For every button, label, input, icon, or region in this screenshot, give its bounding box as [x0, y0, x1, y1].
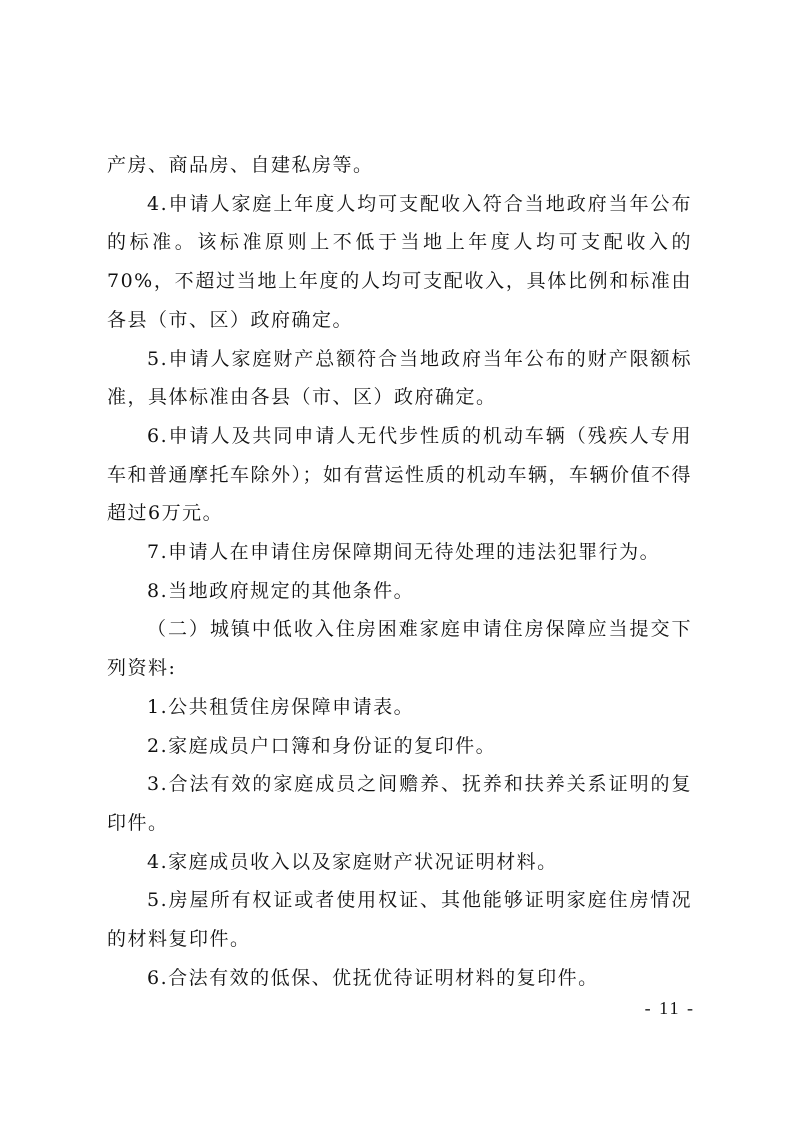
paragraph-continuation: 产房、商品房、自建私房等。 — [107, 154, 374, 176]
paragraph-material-1: 1.公共租赁住房保障申请表。 — [147, 695, 415, 718]
paragraph-item-5-assets: 5.申请人家庭财产总额符合当地政府当年公布的财产限额标准，具体标准由各县（市、区）政府确定。 — [107, 347, 692, 409]
paragraph-material-3: 3.合法有效的家庭成员之间赡养、抚养和扶养关系证明的复印件。 — [107, 773, 692, 834]
paragraph-material-6: 6.合法有效的低保、优抚优待证明材料的复印件。 — [147, 966, 599, 989]
paragraph-item-7-record: 7.申请人在申请住房保障期间无待处理的违法犯罪行为。 — [147, 541, 661, 564]
page-number: - 11 - — [644, 998, 695, 1018]
paragraph-item-8-other: 8.当地政府规定的其他条件。 — [147, 579, 415, 602]
paragraph-item-6-vehicles: 6.申请人及共同申请人无代步性质的机动车辆（残疾人专用车和普通摩托车除外）；如有营运性质的机动车辆，车辆价值不得超过6万元。 — [107, 424, 693, 525]
paragraph-item-4-income: 4.申请人家庭上年度人均可支配收入符合当地政府当年公布的标准。该标准原则上不低于当地上年度人均可支配收入的70%，不超过当地上年度的人均可支配收入，具体比例和标准由各县（市、区）政府确定。 — [107, 192, 692, 331]
paragraph-material-2: 2.家庭成员户口簿和身份证的复印件。 — [147, 734, 497, 757]
section-heading-materials: （二）城镇中低收入住房困难家庭申请住房保障应当提交下列资料: — [107, 618, 692, 680]
paragraph-material-5: 5.房屋所有权证或者使用权证、其他能够证明家庭住房情况的材料复印件。 — [107, 889, 692, 951]
paragraph-material-4: 4.家庭成员收入以及家庭财产状况证明材料。 — [147, 850, 558, 873]
document-body — [107, 146, 692, 997]
